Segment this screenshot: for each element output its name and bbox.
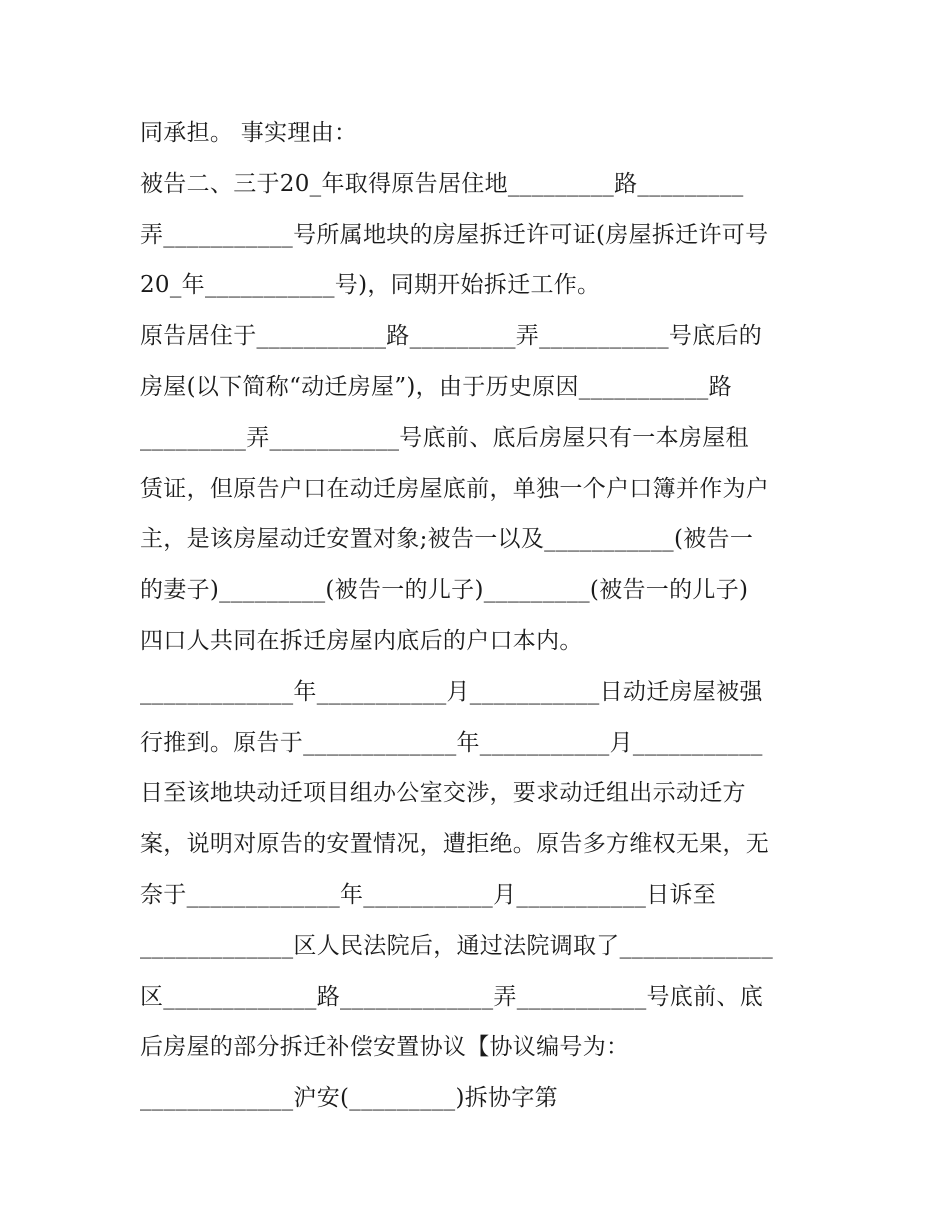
text-line-17: _____________区人民法院后，通过法院调取了_____________ bbox=[140, 932, 773, 959]
text-line-8: 赁证，但原告户口在动迁房屋底前，单独一个户口簿并作为户 bbox=[140, 475, 770, 502]
text-line-1: 同承担。 事实理由： bbox=[140, 120, 358, 146]
text-line-10: 的妻子)_________(被告一的儿子)_________(被告一的儿子) bbox=[140, 577, 749, 604]
text-line-13: 行推到。原告于_____________年___________月___________ bbox=[140, 729, 763, 756]
text-line-19: 后房屋的部分拆迁补偿安置协议【协议编号为： bbox=[140, 1034, 630, 1061]
text-line-5: 原告居住于___________路_________弄___________号底后的 bbox=[140, 323, 763, 350]
text-line-6: 房屋(以下简称“动迁房屋”)，由于历史原因___________路 bbox=[140, 373, 732, 400]
text-line-16: 奈于_____________年___________月___________日诉至 bbox=[140, 881, 717, 908]
text-line-15: 案，说明对原告的安置情况，遭拒绝。原告多方维权无果，无 bbox=[140, 831, 770, 858]
text-line-12: _____________年___________月___________日动迁房屋被强 bbox=[140, 678, 763, 705]
text-line-7: _________弄___________号底前、底后房屋只有一本房屋租 bbox=[140, 424, 749, 451]
text-line-18: 区_____________路_____________弄___________号底前、底 bbox=[140, 983, 763, 1010]
text-line-20: _____________沪安(_________)拆协字第 bbox=[140, 1085, 558, 1112]
text-line-11: 四口人共同在拆迁房屋内底后的户口本内。 bbox=[140, 627, 583, 654]
text-line-14: 日至该地块动迁项目组办公室交涉，要求动迁组出示动迁方 bbox=[140, 780, 746, 807]
text-line-3: 弄___________号所属地块的房屋拆迁许可证(房屋拆迁许可号 bbox=[140, 221, 769, 248]
text-line-4: 20_年___________号)，同期开始拆迁工作。 bbox=[140, 272, 601, 299]
document-body bbox=[140, 108, 830, 1124]
text-line-2: 被告二、三于20_年取得原告居住地_________路_________ bbox=[140, 170, 744, 197]
text-line-9: 主，是该房屋动迁安置对象;被告一以及___________(被告一 bbox=[140, 526, 754, 553]
